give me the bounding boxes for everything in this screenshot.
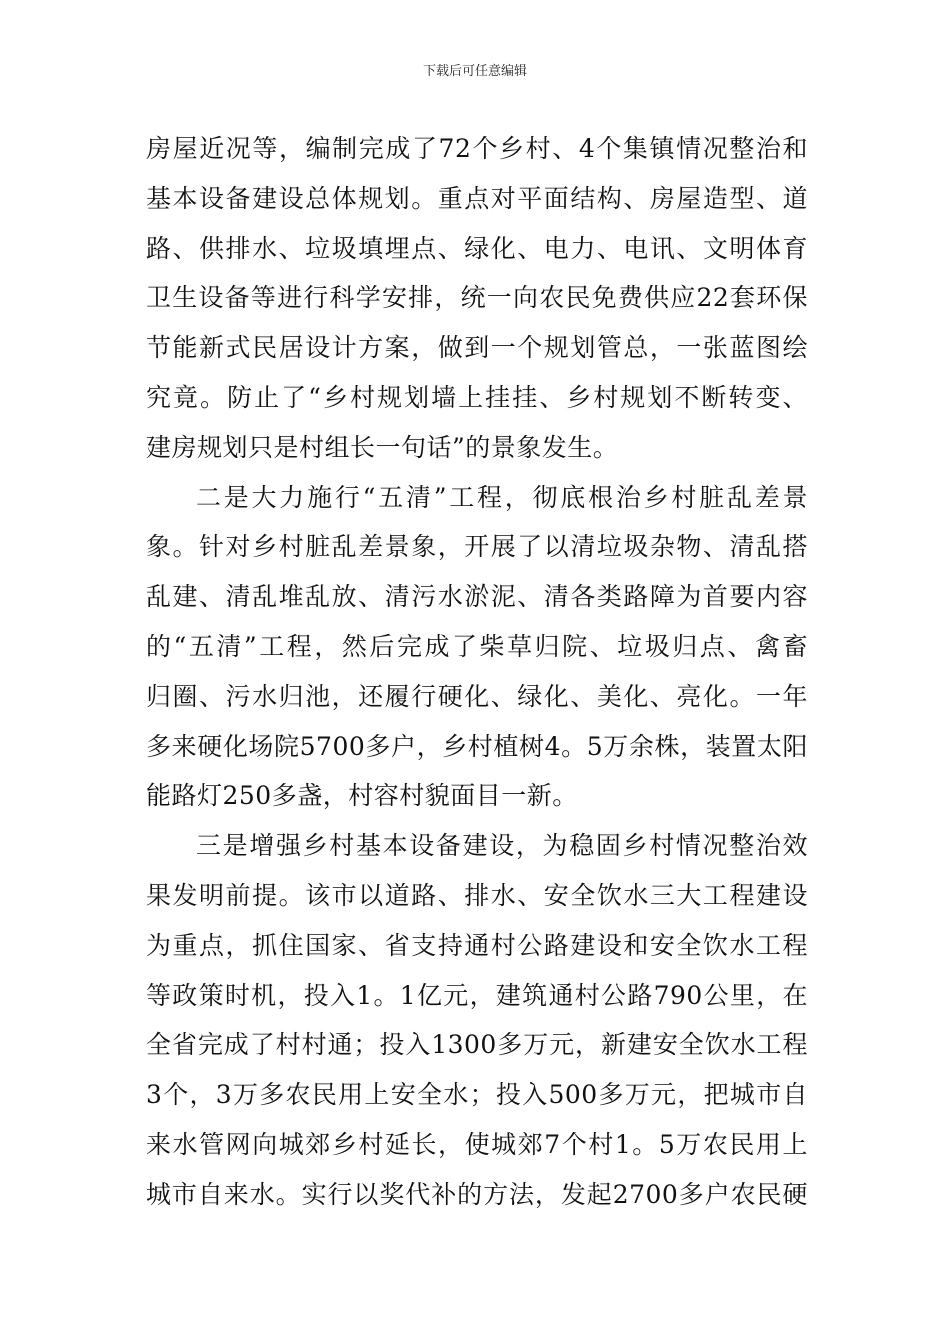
text-line: 果发明前提。该市以道路、排水、安全饮水三大工程建设 [146,880,808,910]
text-line: 全省完成了村村通；投入1300多万元，新建安全饮水工程 [146,1030,808,1060]
text-line: 城市自来水。实行以奖代补的方法，发起2700多户农民硬 [146,1179,808,1209]
text-line: 多来硬化场院5700多户，乡村植树4。5万余株，装置太阳 [146,731,808,761]
text-line: 究竟。防止了“乡村规划墙上挂挂、乡村规划不断转变、 [146,382,808,412]
text-line: 等政策时机，投入1。1亿元，建筑通村公路790公里，在 [146,980,808,1010]
text-line: 路、供排水、垃圾填埋点、绿化、电力、电讯、文明体育 [146,233,808,263]
text-line: 归圈、污水归池，还履行硬化、绿化、美化、亮化。一年 [146,681,808,711]
text-line: 为重点，抓住国家、省支持通村公路建设和安全饮水工程 [146,930,808,960]
page-header: 下载后可任意编辑 [422,64,527,79]
text-line: 3个，3万多农民用上安全水；投入500多万元，把城市自 [146,1080,808,1110]
text-line: 卫生设备等进行科学安排，统一向农民免费供应22套环保 [146,283,808,313]
text-line: 基本设备建设总体规划。重点对平面结构、房屋造型、道 [146,183,808,213]
paragraph-start-line: 三是增强乡村基本设备建设，为稳固乡村情况整治效 [196,831,808,861]
text-line: 乱建、清乱堆乱放、清污水淤泥、清各类路障为首要内容 [146,582,808,612]
text-line: 来水管网向城郊乡村延长，使城郊7个村1。5万农民用上 [146,1129,808,1159]
paragraph-start-line: 二是大力施行“五清”工程，彻底根治乡村脏乱差景 [196,482,808,512]
text-line: 建房规划只是村组长一句话”的景象发生。 [146,432,619,462]
text-line: 房屋近况等，编制完成了72个乡村、4个集镇情况整治和 [146,134,808,163]
text-line: 的“五清”工程，然后完成了柴草归院、垃圾归点、禽畜 [146,631,808,661]
body-text [146,124,808,1220]
text-line: 象。针对乡村脏乱差景象，开展了以清垃圾杂物、清乱搭 [146,532,808,562]
text-line: 能路灯250多盏，村容村貌面目一新。 [146,781,578,811]
text-line: 节能新式民居设计方案，做到一个规划管总，一张蓝图绘 [146,333,808,363]
